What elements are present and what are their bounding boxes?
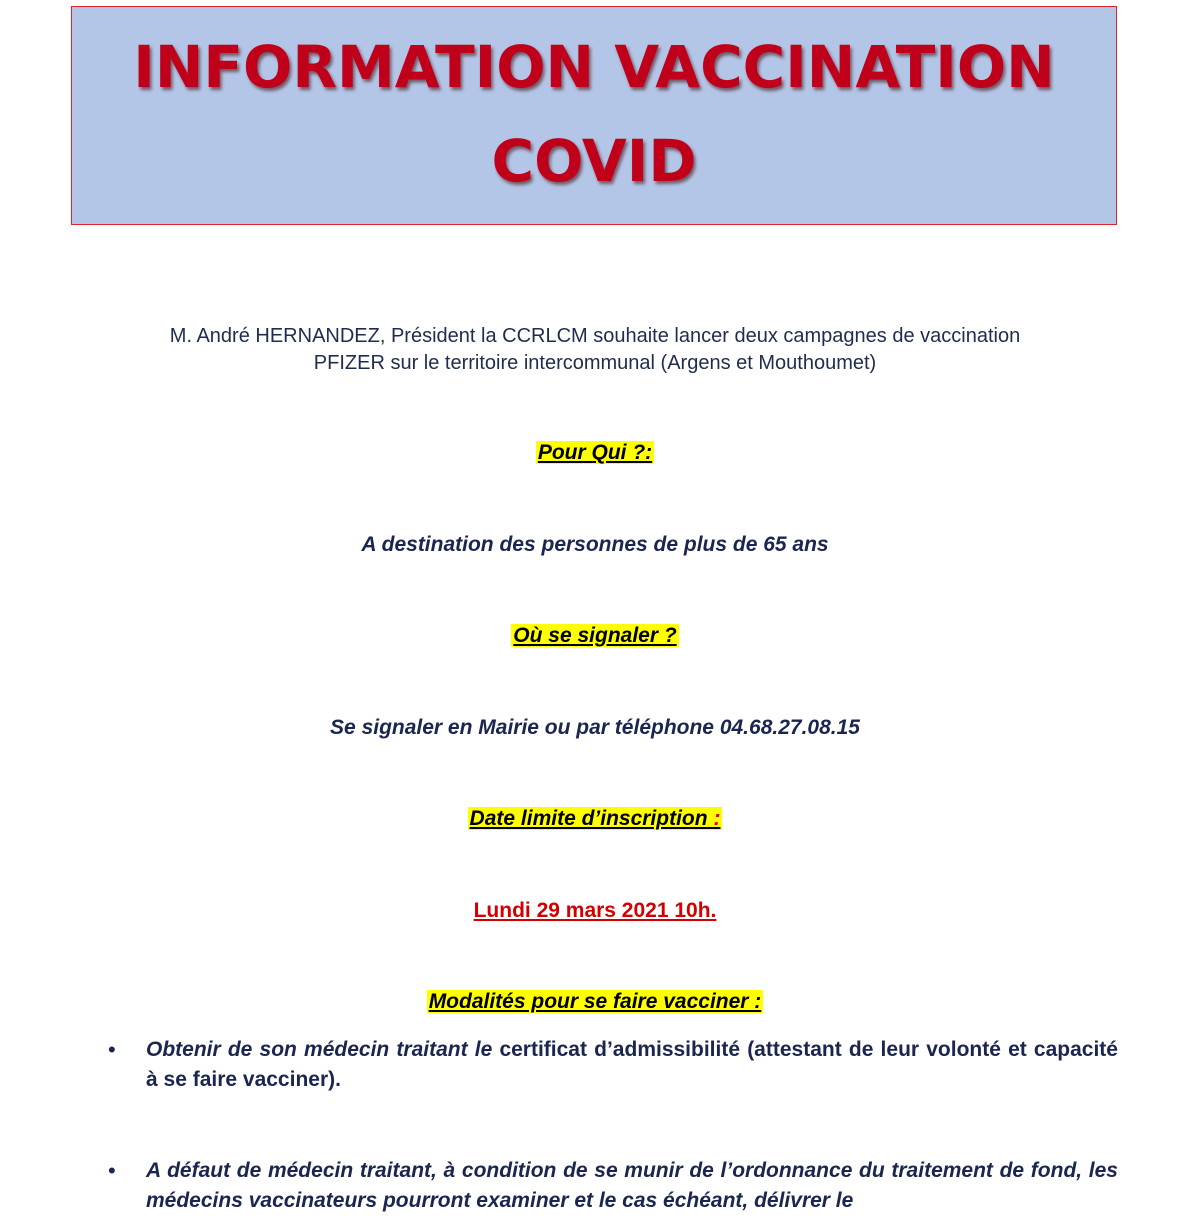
heading-date-limite-wrap (468, 807, 723, 830)
bullet-item-1-part1: Obtenir de son médecin traitant le (146, 1038, 500, 1061)
heading-modalites-text: Modalités pour se faire vacciner : (428, 990, 762, 1013)
heading-date-limite-text: Date limite d’inscription (469, 807, 708, 830)
bullet-item-1 (146, 1035, 1118, 1095)
intro-line-1: M. André HERNANDEZ, Président la CCRLCM souhaite lancer deux campagnes de vaccination (169, 325, 1021, 347)
bullet-marker-1: • (108, 1037, 116, 1062)
heading-pour-qui (0, 439, 1190, 467)
title-line-2: COVID (491, 127, 697, 195)
heading-pour-qui-text: Pour Qui ?: (537, 441, 653, 464)
title-line-1: INFORMATION VACCINATION (133, 33, 1055, 101)
bullet-marker-2: • (108, 1158, 116, 1183)
intro-line-2: PFIZER sur le territoire intercommunal (Argens et Mouthoumet) (313, 352, 877, 374)
heading-modalites (0, 988, 1190, 1016)
text-pour-qui: A destination des personnes de plus de 65 ans (361, 533, 829, 556)
text-ou-signaler: Se signaler en Mairie ou par téléphone 04.68.27.08.15 (330, 716, 860, 739)
heading-ou-signaler-text: Où se signaler ? (513, 624, 677, 647)
title-banner (71, 6, 1117, 225)
heading-date-limite (0, 805, 1190, 833)
bullet-item-1-part2: certificat d’admissibilité (attestant de leur volonté et capacité à se faire vacciner). (146, 1038, 1118, 1091)
text-date-limite: Lundi 29 mars 2021 10h. (473, 899, 717, 922)
heading-date-limite-colon: : (713, 807, 721, 830)
heading-ou-signaler (0, 622, 1190, 650)
bullet-item-2: A défaut de médecin traitant, à condition de se munir de l’ordonnance du traitement de fond, les médecins vaccinateurs pourront examiner et le cas échéant, délivrer le (146, 1159, 1118, 1212)
